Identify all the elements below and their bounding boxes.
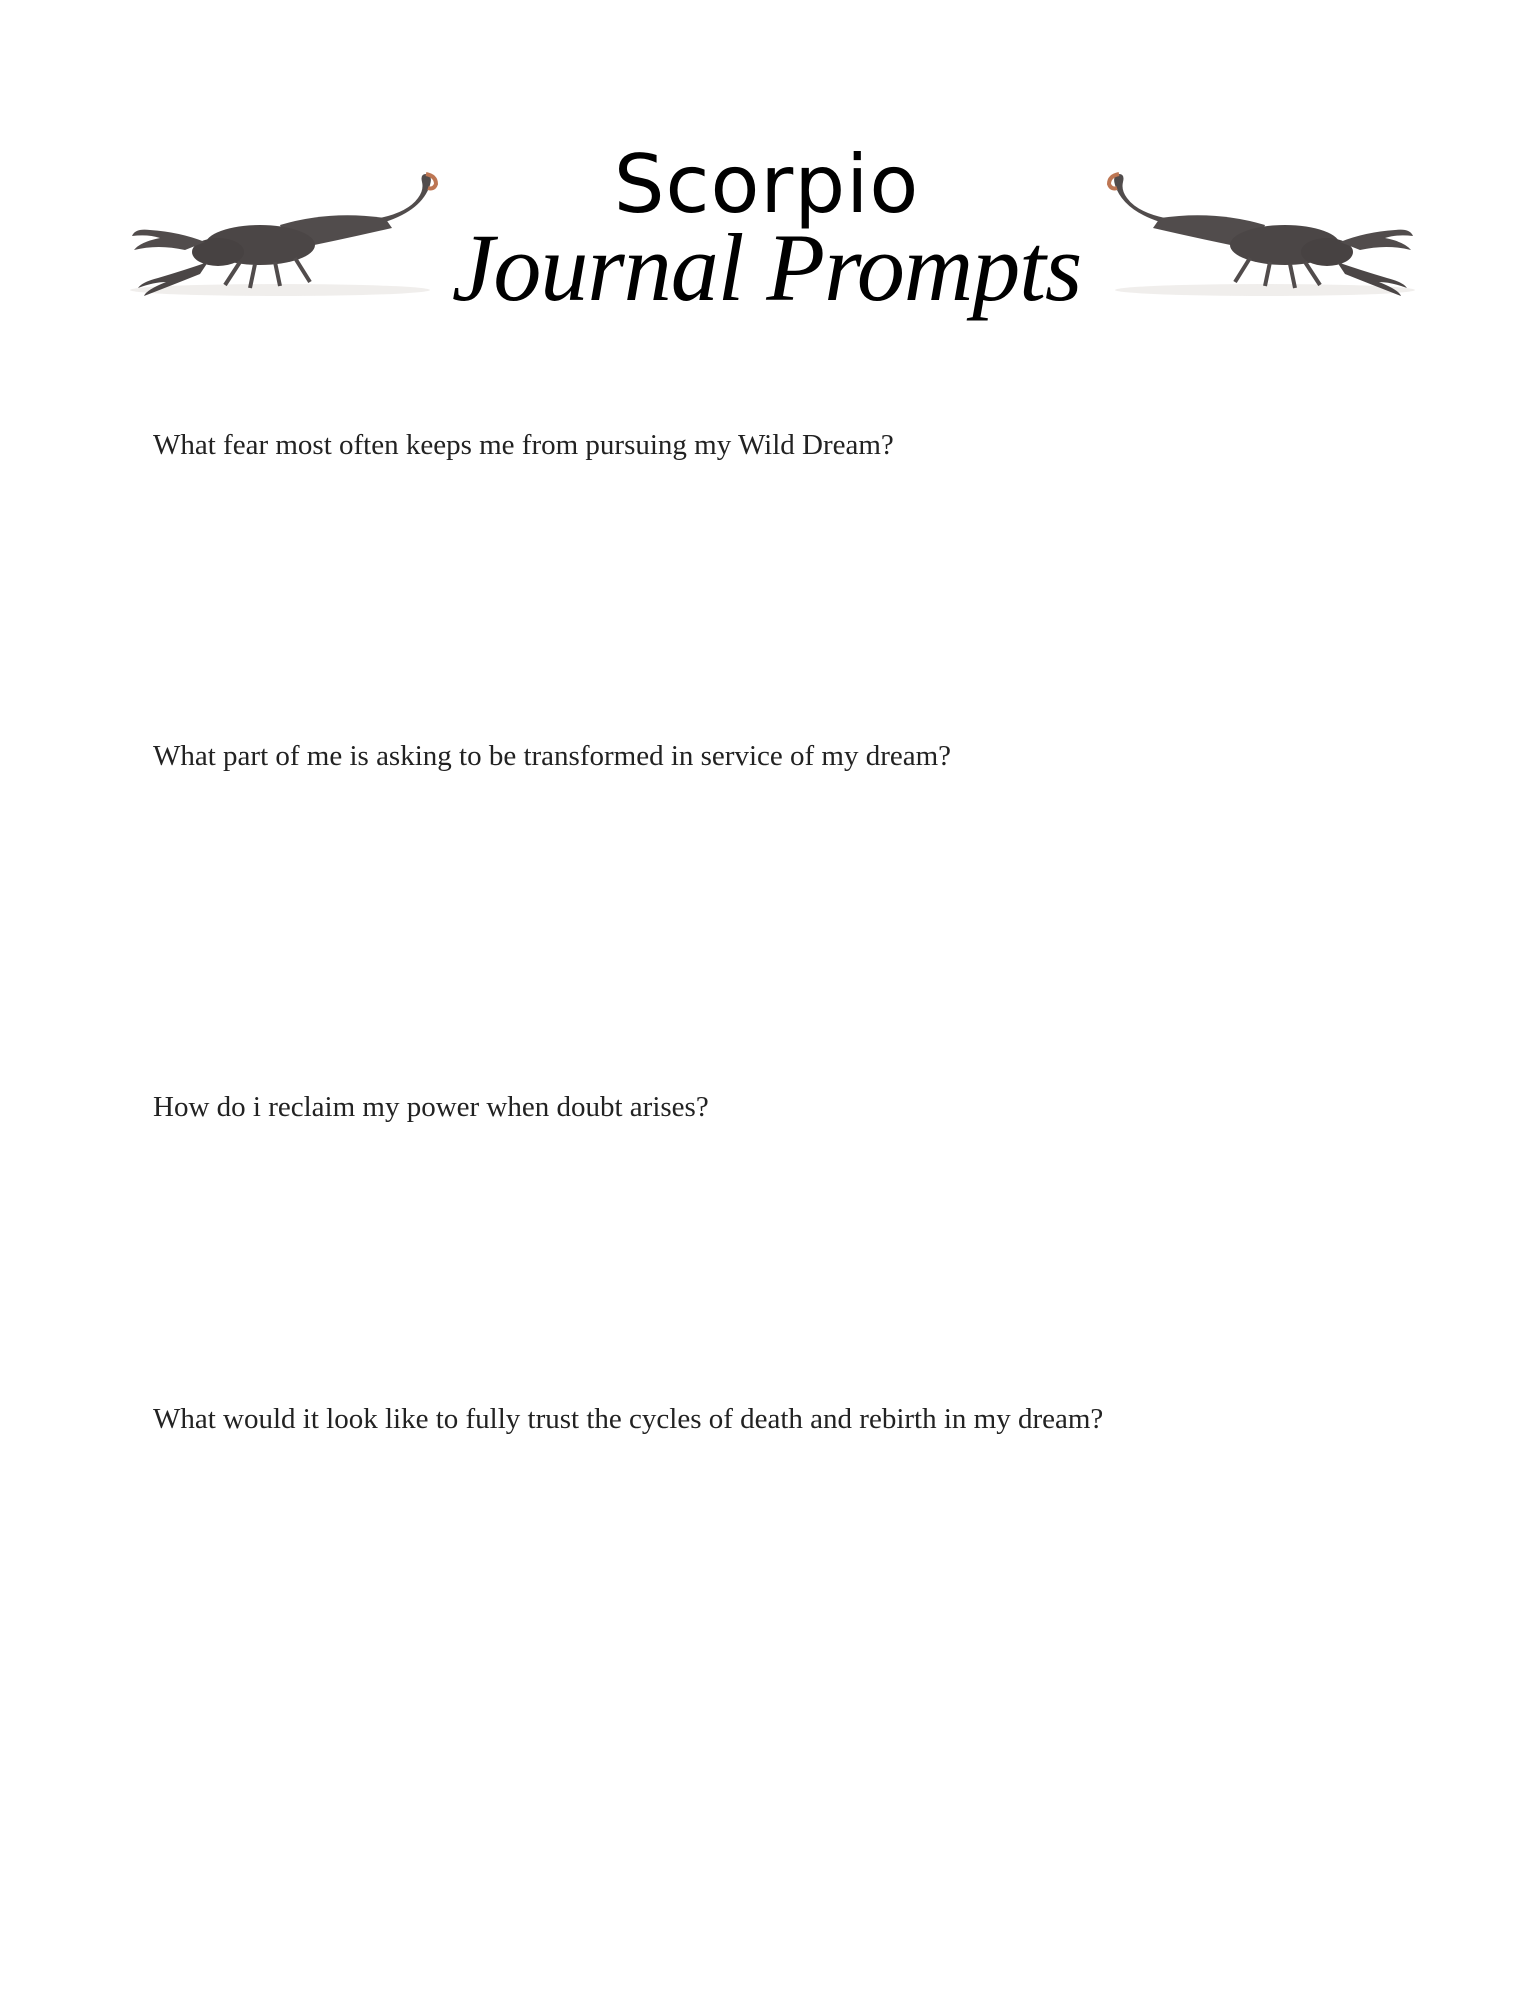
scorpion-icon <box>1085 170 1415 300</box>
journal-prompt: How do i reclaim my power when doubt arises? <box>153 1091 709 1123</box>
title-scorpio: Scorpio <box>613 138 920 231</box>
journal-prompt: What would it look like to fully trust the cycles of death and rebirth in my dream? <box>153 1403 1104 1435</box>
title-journal-prompts: Journal Prompts <box>451 214 1082 321</box>
page-header <box>0 140 1533 340</box>
journal-prompt: What fear most often keeps me from pursuing my Wild Dream? <box>153 429 894 461</box>
journal-prompt: What part of me is asking to be transformed in service of my dream? <box>153 740 952 772</box>
